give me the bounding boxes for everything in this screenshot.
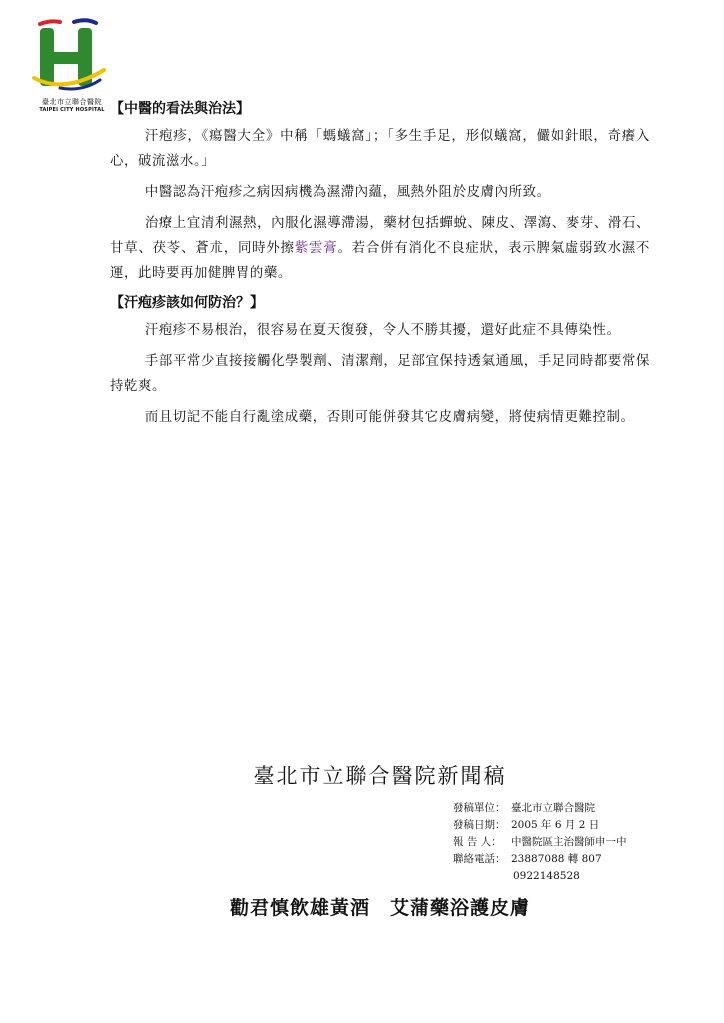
treatment-text-tail: 。若合併有消化不良症狀，表示脾氣虛弱致水濕不運，此時要再加健脾胃的藥。 xyxy=(110,241,650,281)
meta-value: 中醫院區主治醫師申一中 xyxy=(511,836,627,848)
meta-value: 2005 年 6 月 2 日 xyxy=(511,819,600,831)
meta-label: 發稿單位： xyxy=(453,802,506,814)
meta-value: 臺北市立聯合醫院 xyxy=(511,802,595,814)
article-body xyxy=(110,98,650,436)
meta-row-unit xyxy=(453,800,627,817)
hospital-logo-icon xyxy=(30,18,114,96)
section-title-tcm-view: 【中醫的看法與治法】 xyxy=(110,101,250,117)
treatment-text: 治療上宜清利濕熱，內服化濕導滯湯，藥材包括蟬蛻、陳皮、澤瀉、麥芽、滑石、甘草、茯苓、蒼朮，同時外擦 xyxy=(110,216,650,256)
meta-row-date xyxy=(453,817,627,834)
meta-row-reporter xyxy=(453,834,627,851)
logo-english-name: TAIPEI CITY HOSPITAL xyxy=(39,107,105,113)
paragraph: 中醫認為汗疱疹之病因病機為濕滯內蘊，風熱外阻於皮膚內所致。 xyxy=(144,185,551,200)
meta-label: 聯絡電話： xyxy=(453,853,506,865)
paragraph: 汗疱疹，《瘍醫大全》中稱「螞蟻窩」；「多生手足，形似蟻窩，儼如針眼，奇癢入心，破流滋水。」 xyxy=(110,129,650,169)
hospital-logo xyxy=(22,18,122,118)
meta-extra-phone: 0922148528 xyxy=(513,870,580,882)
logo-chinese-name: 臺北市立聯合醫院 xyxy=(42,98,102,106)
paragraph: 而且切記不能自行亂塗成藥，否則可能併發其它皮膚病變，將使病情更難控制。 xyxy=(144,410,635,425)
meta-row-phone xyxy=(453,851,627,868)
press-release-meta xyxy=(453,800,627,885)
paragraph: 汗疱疹不易根治，很容易在夏天復發，令人不勝其擾，還好此症不具傳染性。 xyxy=(144,323,621,338)
meta-label: 報 告 人： xyxy=(453,836,502,848)
press-release-headline: 勸君慎飲雄黃酒 艾蒲藥浴護皮膚 xyxy=(229,897,530,919)
section-title-prevention: 【汗疱疹該如何防治？】 xyxy=(110,295,264,311)
paragraph-treatment xyxy=(110,211,650,286)
treatment-highlight-herb: 紫雲膏 xyxy=(294,241,338,256)
meta-label: 發稿日期： xyxy=(453,819,506,831)
press-release-title: 臺北市立聯合醫院新聞稿 xyxy=(253,764,507,788)
paragraph: 手部平常少直接接觸化學製劑、清潔劑，足部宜保持透氣通風，手足同時都要常保持乾爽。 xyxy=(110,354,650,394)
meta-value: 23887088 轉 807 xyxy=(511,853,602,865)
